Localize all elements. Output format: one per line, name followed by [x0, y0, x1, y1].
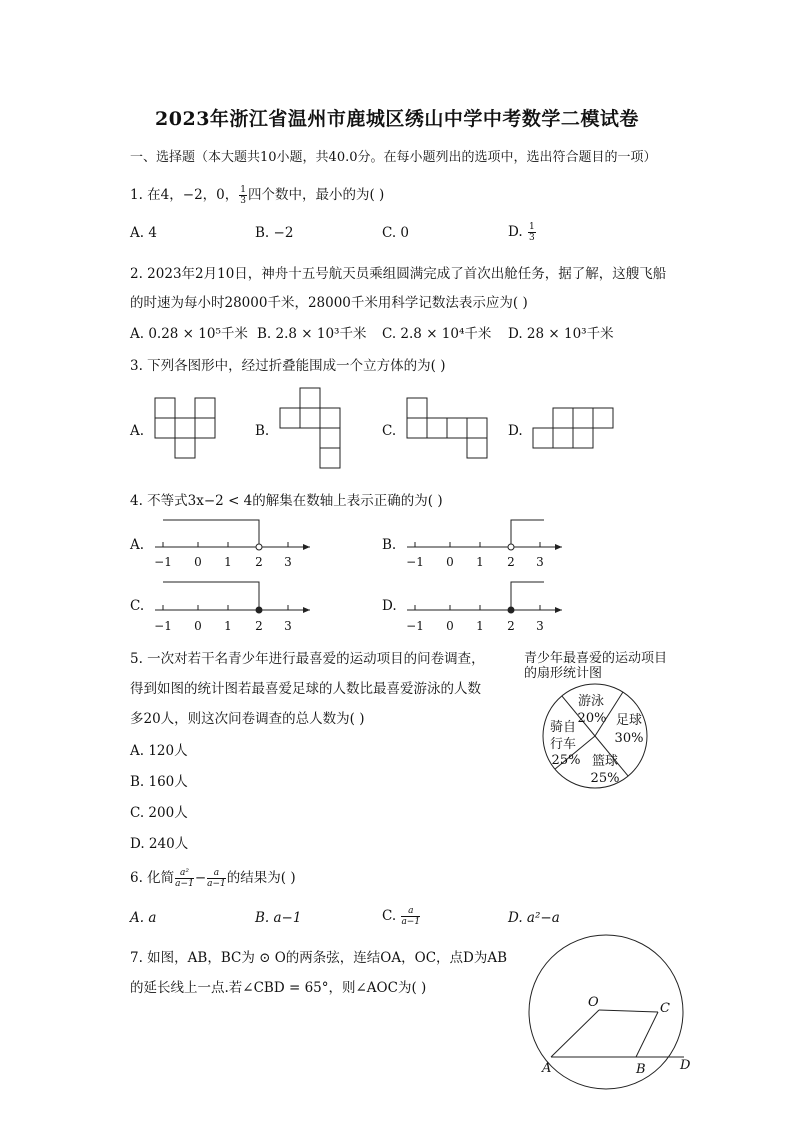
q3-text: 3. 下列各图形中，经过折叠能围成一个立方体的为( ): [130, 358, 446, 374]
q1-fraction: $\frac{1}{3}$: [240, 185, 246, 206]
q2-line-2: 的时速为每小时28000千米，28000千米用科学记数法表示应为( ): [130, 295, 528, 311]
q4-option-c[interactable]: C.: [130, 598, 145, 614]
tick-a-3: 1: [224, 555, 232, 569]
q6-option-c[interactable]: C. $\frac{a}{a-1}$: [382, 906, 421, 927]
q4-option-d[interactable]: D.: [382, 598, 397, 614]
tick-a-5: 3: [284, 555, 292, 569]
tick-d-5: 3: [536, 619, 544, 633]
tick-b-1: −1: [406, 555, 424, 569]
q5-option-b[interactable]: B. 160人: [130, 774, 188, 790]
tick-c-3: 1: [224, 619, 232, 633]
q5-line-3: 多20人，则这次问卷调查的总人数为( ): [130, 711, 365, 727]
q5-option-d[interactable]: D. 240人: [130, 836, 189, 852]
tick-c-5: 3: [284, 619, 292, 633]
label-b: B: [636, 1062, 646, 1077]
pie-title-line-2: 的扇形统计图: [524, 666, 603, 681]
segment-oc: [599, 1010, 658, 1012]
exam-title: 2023年浙江省温州市鹿城区绣山中学中考数学二模试卷: [155, 108, 639, 130]
q3-option-c[interactable]: C.: [382, 423, 397, 439]
q1-text: 1. 在4，−2，0，: [130, 187, 239, 203]
tick-c-4: 2: [255, 619, 263, 633]
slice-pct-swim: 20%: [577, 711, 607, 726]
q2-option-b[interactable]: B. 2.8 × 10³千米: [257, 326, 367, 342]
q5-line-2: 得到如图的统计图若最喜爱足球的人数比最喜爱游泳的人数: [130, 681, 481, 697]
label-c: C: [660, 1001, 670, 1016]
slice-label-cycling-2: 行车: [549, 737, 577, 752]
tick-a-4: 2: [255, 555, 263, 569]
q6-option-d[interactable]: D. a²−a: [508, 910, 560, 926]
q1-tail: 四个数中，最小的为( ): [248, 187, 385, 203]
segment-oa: [551, 1010, 599, 1057]
tick-c-2: 0: [194, 619, 202, 633]
slice-label-basketball: 篮球: [591, 754, 619, 769]
slice-label-cycling-1: 骑自: [549, 720, 577, 735]
q5-option-c[interactable]: C. 200人: [130, 805, 188, 821]
segment-bc: [636, 1012, 658, 1057]
q2-line-1: 2. 2023年2月10日，神舟十五号航天员乘组圆满完成了首次出舱任务，据了解，这艘飞船: [130, 266, 667, 282]
q3-option-a[interactable]: A.: [130, 423, 145, 439]
q3-option-b[interactable]: B.: [255, 423, 270, 439]
q5-line-1: 5. 一次对若干名青少年进行最喜爱的运动项目的问卷调查，: [130, 651, 485, 667]
q1-option-a[interactable]: A. 4: [130, 225, 157, 241]
label-a: A: [542, 1061, 552, 1076]
slice-pct-cycling: 25%: [551, 753, 581, 768]
pie-title-line-1: 青少年最喜爱的运动项目: [524, 651, 668, 666]
q4-option-a[interactable]: A.: [130, 537, 145, 553]
section-heading: 一、选择题（本大题共10小题，共40.0分。在每小题列出的选项中，选出符合题目的一项）: [130, 150, 657, 165]
tick-b-4: 2: [507, 555, 515, 569]
q7-line-2: 的延长线上一点.若∠CBD = 65°，则∠AOC为( ): [130, 980, 427, 996]
q3-option-d[interactable]: D.: [508, 423, 523, 439]
tick-a-1: −1: [154, 555, 172, 569]
q7-line-1: 7. 如图，AB，BC为 ⊙ O的两条弦，连结OA，OC，点D为AB: [130, 950, 508, 966]
tick-a-2: 0: [194, 555, 202, 569]
tick-b-3: 1: [476, 555, 484, 569]
label-o: O: [588, 995, 599, 1010]
tick-d-1: −1: [406, 619, 424, 633]
q6-option-a[interactable]: A. a: [130, 910, 157, 926]
q2-option-a[interactable]: A. 0.28 × 10⁵千米: [130, 326, 248, 342]
slice-label-football: 足球: [615, 713, 643, 728]
slice-label-swim: 游泳: [577, 694, 605, 709]
tick-d-4: 2: [507, 619, 515, 633]
q1-option-b[interactable]: B. −2: [255, 225, 294, 241]
q1-option-c[interactable]: C. 0: [382, 225, 410, 241]
tick-d-3: 1: [476, 619, 484, 633]
label-d: D: [680, 1058, 691, 1073]
slice-pct-basketball: 25%: [590, 771, 620, 786]
q2-option-c[interactable]: C. 2.8 × 10⁴千米: [382, 326, 492, 342]
q4-text: 4. 不等式3x−2 < 4的解集在数轴上表示正确的为( ): [130, 493, 443, 509]
question-6: 6. 化简 $\frac{\text{a²}}{a-1}$ − $\frac{a}{a-1}$ 的结果为( ): [130, 868, 296, 889]
q2-option-d[interactable]: D. 28 × 10³千米: [508, 326, 614, 342]
q4-option-b[interactable]: B.: [382, 537, 397, 553]
tick-b-5: 3: [536, 555, 544, 569]
tick-c-1: −1: [154, 619, 172, 633]
q1-option-d[interactable]: D. $\frac{1}{3}$: [508, 222, 535, 243]
q5-option-a[interactable]: A. 120人: [130, 743, 188, 759]
tick-d-2: 0: [446, 619, 454, 633]
slice-pct-football: 30%: [614, 731, 644, 746]
q6-option-b[interactable]: B. a−1: [255, 910, 302, 926]
tick-b-2: 0: [446, 555, 454, 569]
